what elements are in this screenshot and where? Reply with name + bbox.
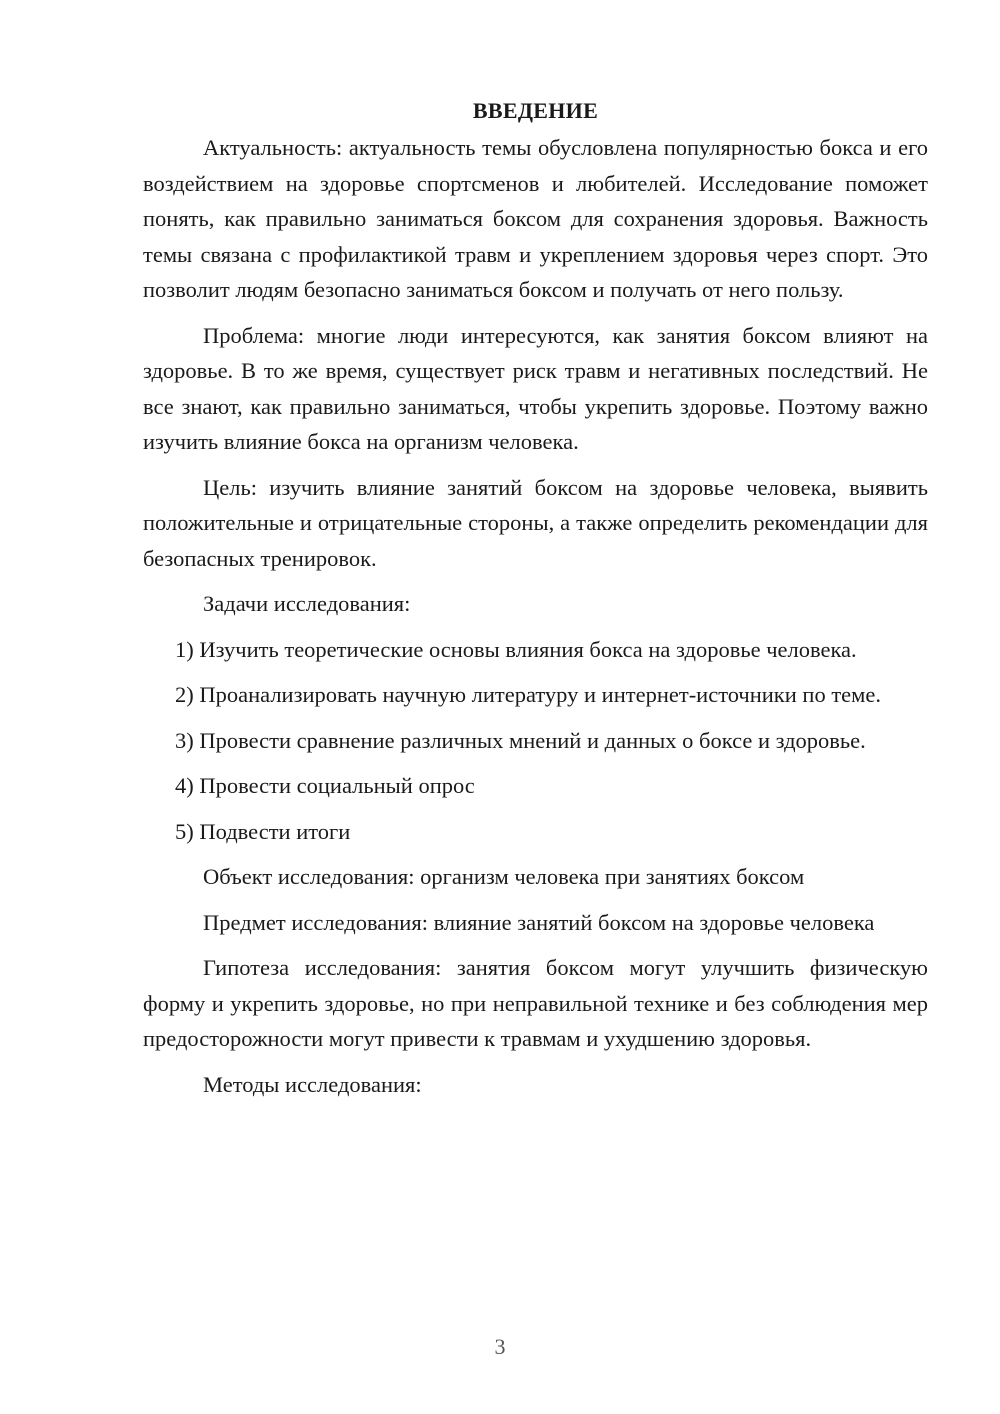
task-item-2: 2) Проанализировать научную литературу и интернет-источники по теме. [175, 682, 881, 707]
task-item-4: 4) Провести социальный опрос [175, 773, 475, 798]
goal-paragraph: Цель: изучить влияние занятий боксом на здоровье человека, выявить положительные и отрицательные стороны, а также определить рекомендации для безопасных тренировок. [143, 474, 928, 571]
task-item-3: 3) Провести сравнение различных мнений и данных о боксе и здоровье. [175, 727, 866, 753]
page-number: 3 [494, 1334, 506, 1359]
subject-paragraph: Предмет исследования: влияние занятий боксом на здоровье человека [203, 909, 875, 935]
methods-heading: Методы исследования: [203, 1071, 422, 1097]
task-item-5: 5) Подвести итоги [175, 818, 351, 844]
hypothesis-paragraph: Гипотеза исследования: занятия боксом могут улучшить физическую форму и укрепить здоровье, но при неправильной технике и без соблюдения мер предосторожности могут привести к травмам и ухудшению здоровья. [143, 955, 928, 1051]
object-paragraph: Объект исследования: организм человека при занятиях боксом [203, 864, 805, 889]
relevance-paragraph: Актуальность: актуальность темы обусловлена популярностью бокса и его воздействием на здоровье спортсменов и любителей. Исследование поможет понять, как правильно заниматься боксом для сохранения здоровья. Важность темы связана с профилактикой травм и укреплением здоровья через спорт. Это позволит людям безопасно заниматься боксом и получать от него пользу. [143, 135, 928, 302]
tasks-heading: Задачи исследования: [203, 591, 411, 616]
document-page [143, 96, 928, 1102]
problem-paragraph: Проблема: многие люди интересуются, как занятия боксом влияют на здоровье. В то же время, существует риск травм и негативных последствий. Не все знают, как правильно заниматься, чтобы укрепить здоровье. Поэтому важно изучить влияние бокса на организм человека. [143, 322, 928, 454]
task-item-1: 1) Изучить теоретические основы влияния бокса на здоровье человека. [175, 636, 857, 662]
section-heading: ВВЕДЕНИЕ [472, 98, 599, 123]
